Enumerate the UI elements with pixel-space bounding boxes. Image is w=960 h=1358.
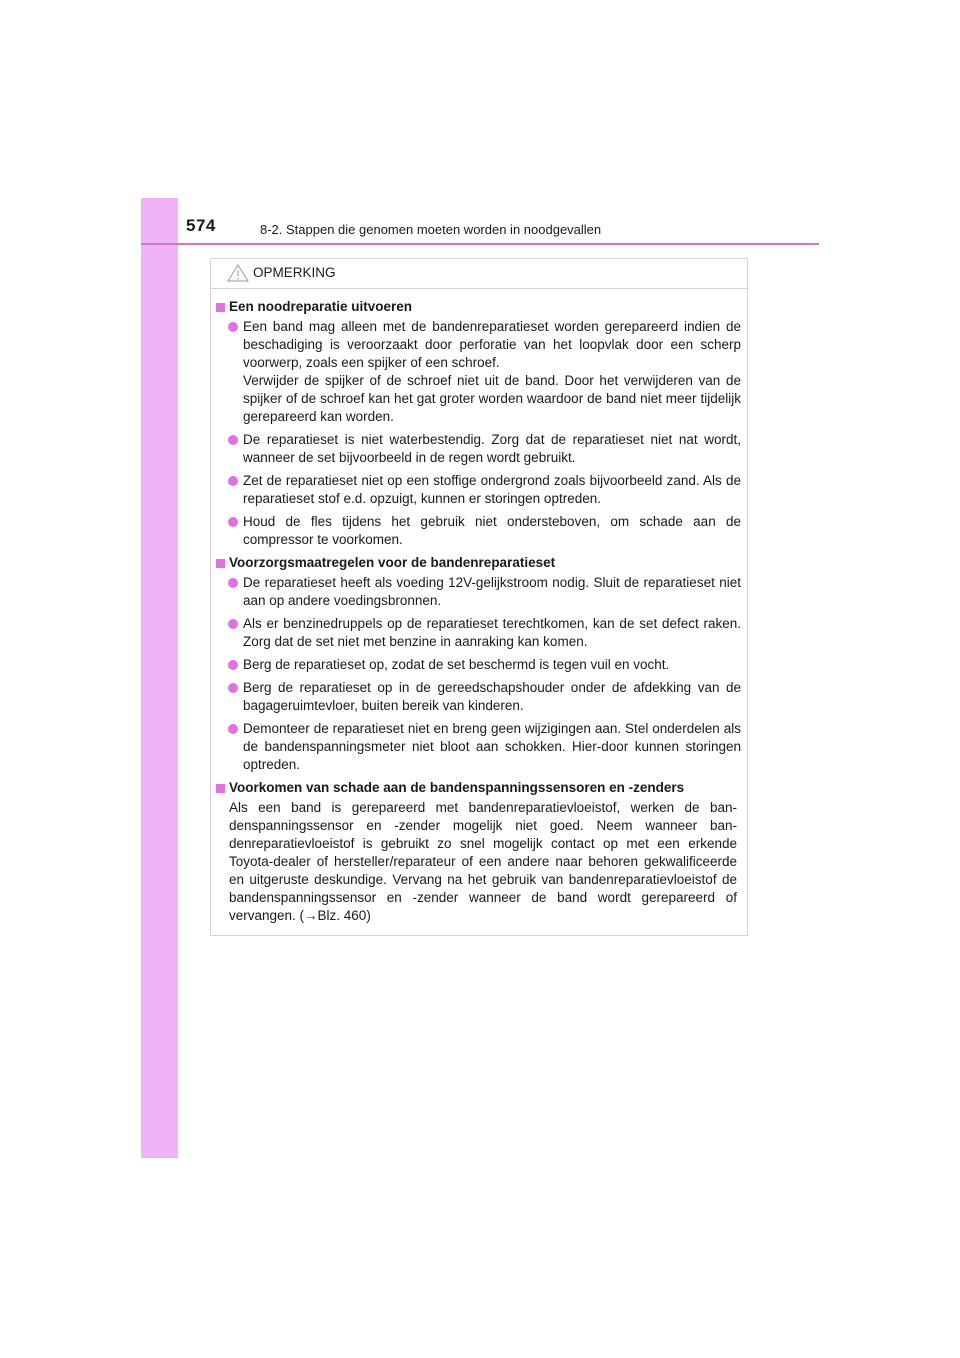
list-item: Demonteer de reparatieset niet en breng geen wijzigingen aan. Stel onderdelen als de bandenspanningsmeter niet bloot aan schokken. Hier-door kunnen storingen optreden. — [211, 720, 747, 774]
notice-title: OPMERKING — [253, 265, 336, 280]
list-item: Berg de reparatieset op, zodat de set beschermd is tegen vuil en vocht. — [211, 656, 747, 674]
square-marker-icon — [216, 559, 225, 568]
square-marker-icon — [216, 784, 225, 793]
section-title: 8-2. Stappen die genomen moeten worden in noodgevallen — [260, 222, 602, 237]
bullet-dot-icon — [228, 724, 238, 734]
bullet-dot-icon — [228, 517, 238, 527]
warning-triangle-icon — [227, 264, 249, 282]
bullet-dot-icon — [228, 578, 238, 588]
page-header — [186, 214, 826, 244]
list-item: Een band mag alleen met de bandenreparatieset worden gerepareerd indien de beschadiging is veroorzaakt door perforatie van het loopvlak door een scherp voorwerp, zoals een spijker of een schroef. Verwijder de spijker of de schroef niet uit de band. Door het verwijderen van de spijker of de schroef kan het gat groter worden waardoor de band niet meer tijdelijk gerepareerd kan worden. — [211, 318, 747, 426]
list-item: De reparatieset heeft als voeding 12V-gelijkstroom nodig. Sluit de reparatieset niet aan op andere voedingsbronnen. — [211, 574, 747, 610]
list-item: Als er benzinedruppels op de reparatieset terechtkomen, kan de set defect raken. Zorg dat de set niet met benzine in aanraking kan komen. — [211, 615, 747, 651]
bullet-dot-icon — [228, 435, 238, 445]
notice-header — [211, 259, 747, 289]
list-item: Berg de reparatieset op in de gereedschapshouder onder de afdekking van de bagageruimtevloer, buiten bereik van kinderen. — [211, 679, 747, 715]
list-item: Zet de reparatieset niet op een stoffige ondergrond zoals bijvoorbeeld zand. Als de reparatieset stof e.d. opzuigt, kunnen er storingen optreden. — [211, 472, 747, 508]
section-heading: Een noodreparatie uitvoeren — [211, 298, 747, 316]
list-item: Houd de fles tijdens het gebruik niet ondersteboven, om schade aan de compressor te voorkomen. — [211, 513, 747, 549]
chapter-sidebar-tab — [141, 198, 178, 1158]
bullet-dot-icon — [228, 683, 238, 693]
bullet-dot-icon — [228, 322, 238, 332]
square-marker-icon — [216, 303, 225, 312]
section-heading: Voorzorgsmaatregelen voor de bandenreparatieset — [211, 554, 747, 572]
list-item: De reparatieset is niet waterbestendig. Zorg dat de reparatieset niet nat wordt, wanneer de set bijvoorbeeld in de regen wordt gebruikt. — [211, 431, 747, 467]
bullet-dot-icon — [228, 660, 238, 670]
section-heading: Voorkomen van schade aan de bandenspanningssensoren en -zenders — [211, 779, 747, 797]
bullet-dot-icon — [228, 619, 238, 629]
bullet-dot-icon — [228, 476, 238, 486]
notice-content — [211, 289, 747, 925]
header-divider — [141, 243, 819, 245]
section-paragraph: Als een band is gerepareerd met bandenreparatievloeistof, werken de ban-denspanningssensor en -zender mogelijk niet goed. Neem wanneer ban-denreparatievloeistof is gebruikt zo snel mogelijk contact op met een erkende Toyota-dealer of hersteller/reparateur of een andere naar behoren gekwalificeerde en uitgeruste deskundige. Vervang na het gebruik van bandenreparatievloeistof de bandenspanningssensor en -zender wanneer de band wordt gerepareerd of vervangen. (→Blz. 460) — [229, 800, 737, 923]
notice-box — [210, 258, 748, 936]
page-number: 574 — [186, 216, 216, 235]
